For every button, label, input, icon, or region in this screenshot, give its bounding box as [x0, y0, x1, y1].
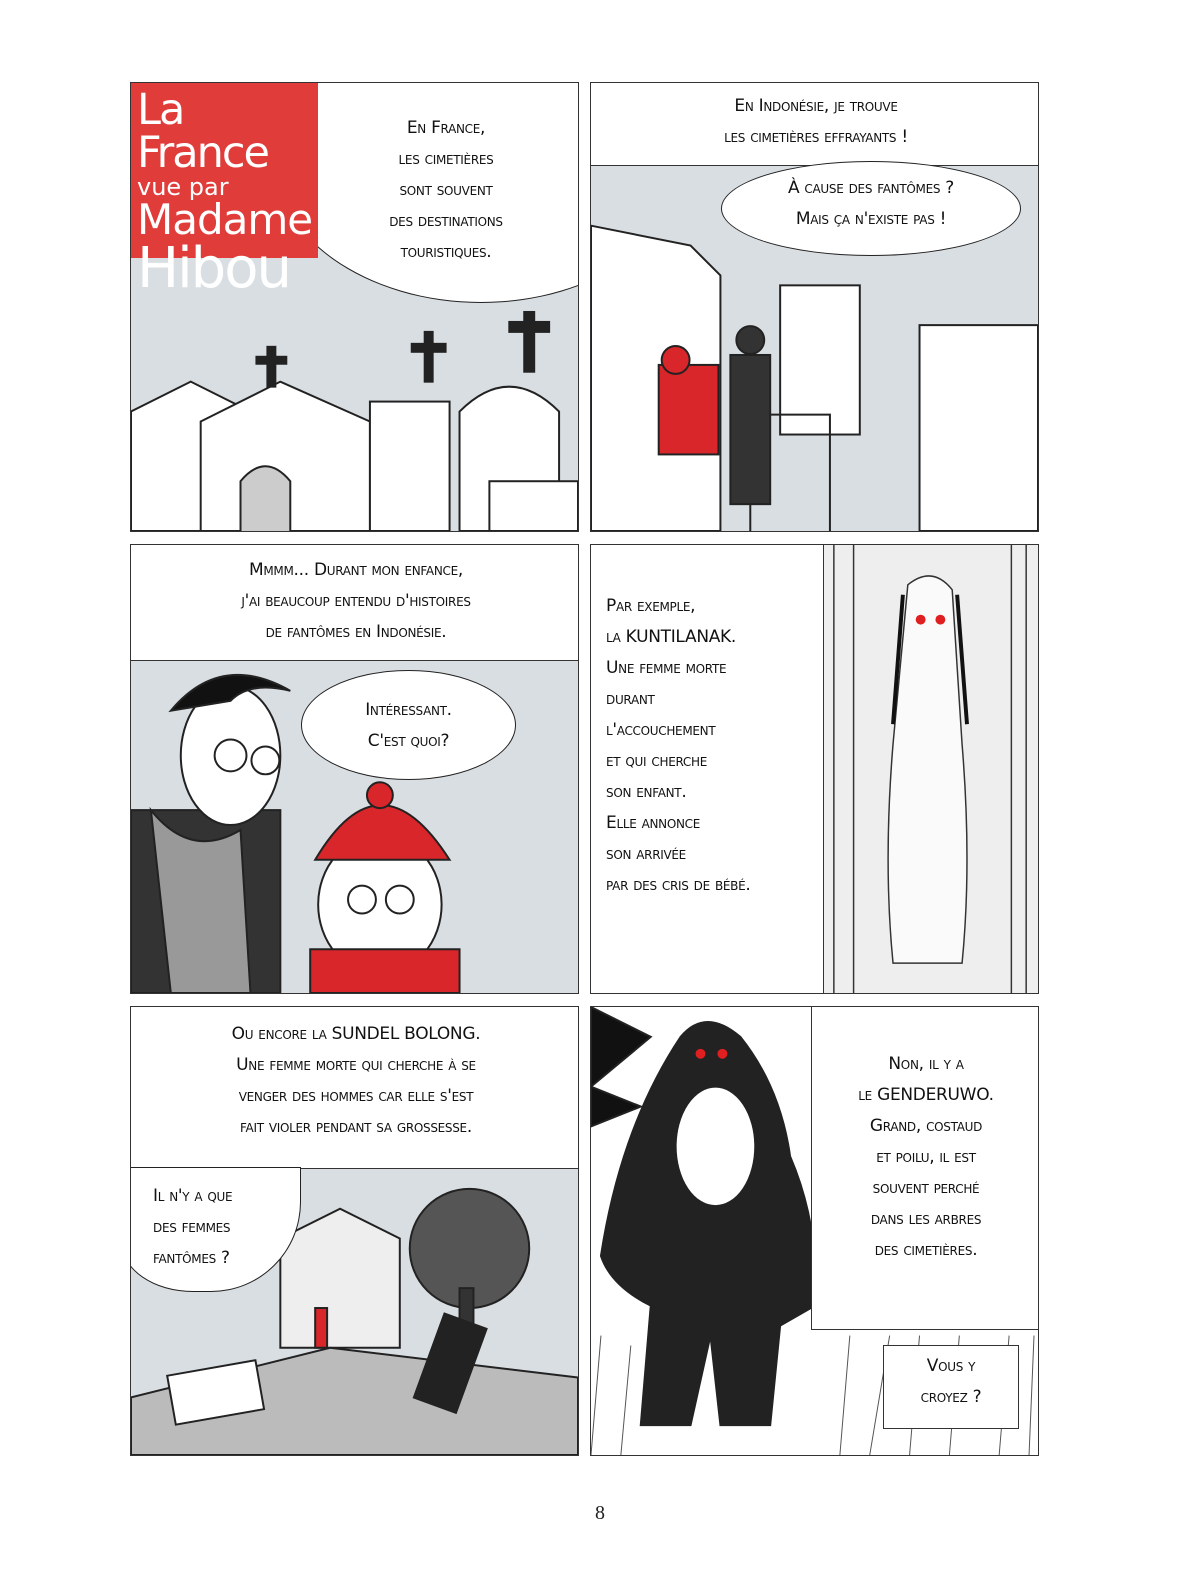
panel-5 — [130, 1006, 579, 1456]
caption-text — [151, 1019, 561, 1143]
question-text — [883, 1351, 1019, 1413]
text-line: durant — [606, 689, 655, 709]
speech-text — [153, 1181, 293, 1274]
text-line: j'ai beaucoup entendu d'histoires — [241, 591, 471, 611]
caption-text — [151, 555, 561, 648]
text-line: la KUNTILANAK. — [606, 627, 737, 647]
text-line: Une femme morte — [606, 658, 727, 678]
panel-6 — [590, 1006, 1039, 1456]
speech-text — [311, 695, 506, 757]
text-line: des cimetières. — [874, 1240, 978, 1260]
page-number: 8 — [595, 1502, 605, 1524]
text-line: et qui cherche — [606, 751, 707, 771]
text-line: Grand, costaud — [869, 1116, 983, 1136]
text-line: croyez ? — [920, 1387, 982, 1407]
speech-text — [346, 113, 546, 268]
title-line: vue par — [137, 173, 229, 201]
text-line: venger des hommes car elle s'est — [238, 1086, 474, 1106]
text-line: Mais ça n'existe pas ! — [795, 209, 947, 229]
title-line: Madame — [137, 195, 313, 244]
text-line: Vous y — [926, 1356, 976, 1376]
text-line: fait violer pendant sa grossesse. — [240, 1117, 472, 1137]
text-line: par des cris de bébé. — [606, 875, 751, 895]
text-line: et poilu, il est — [876, 1147, 976, 1167]
panel-2 — [590, 82, 1039, 532]
kuntilanak-ghost-illustration — [823, 545, 1038, 993]
text-line: C'est quoi? — [367, 731, 450, 751]
text-line: En France, — [406, 118, 486, 138]
narration-text — [606, 591, 821, 901]
text-line: sont souvent — [399, 180, 493, 200]
text-line: les cimetières — [398, 149, 494, 169]
caption-divider — [131, 660, 578, 661]
text-line: les cimetières effrayants ! — [724, 127, 908, 147]
text-line: Elle annonce — [606, 813, 701, 833]
text-line: des destinations — [389, 211, 503, 231]
text-line: de fantômes en Indonésie. — [265, 622, 447, 642]
text-line: son arrivée — [606, 844, 686, 864]
text-line: Il n'y a que — [153, 1186, 233, 1206]
text-line: Ou encore la SUNDEL BOLONG. — [231, 1024, 481, 1044]
caption-text — [631, 91, 1001, 153]
text-line: fantômes ? — [153, 1248, 230, 1268]
title-line: La France — [137, 85, 268, 178]
text-line: le GENDERUWO. — [858, 1085, 994, 1105]
text-line: En Indonésie, je trouve — [734, 96, 898, 116]
text-line: son enfant. — [606, 782, 687, 802]
text-line: Non, il y a — [888, 1054, 964, 1074]
text-line: des femmes — [153, 1217, 231, 1237]
text-line: Intéressant. — [365, 700, 452, 720]
text-line: Par exemple, — [606, 596, 696, 616]
speech-text — [741, 173, 1001, 235]
text-line: l'accouchement — [606, 720, 716, 740]
text-line: touristiques. — [400, 242, 492, 262]
text-line: À cause des fantômes ? — [788, 178, 954, 198]
title-line: Hibou — [137, 236, 290, 301]
text-line: souvent perché — [872, 1178, 980, 1198]
panel-4 — [590, 544, 1039, 994]
text-line: dans les arbres — [870, 1209, 982, 1229]
narration-text — [816, 1049, 1036, 1266]
panel-1 — [130, 82, 579, 532]
text-line: Mmmm... Durant mon enfance, — [249, 560, 463, 580]
panel-3 — [130, 544, 579, 994]
series-title-logo — [131, 83, 318, 301]
text-line: Une femme morte qui cherche à se — [236, 1055, 476, 1075]
